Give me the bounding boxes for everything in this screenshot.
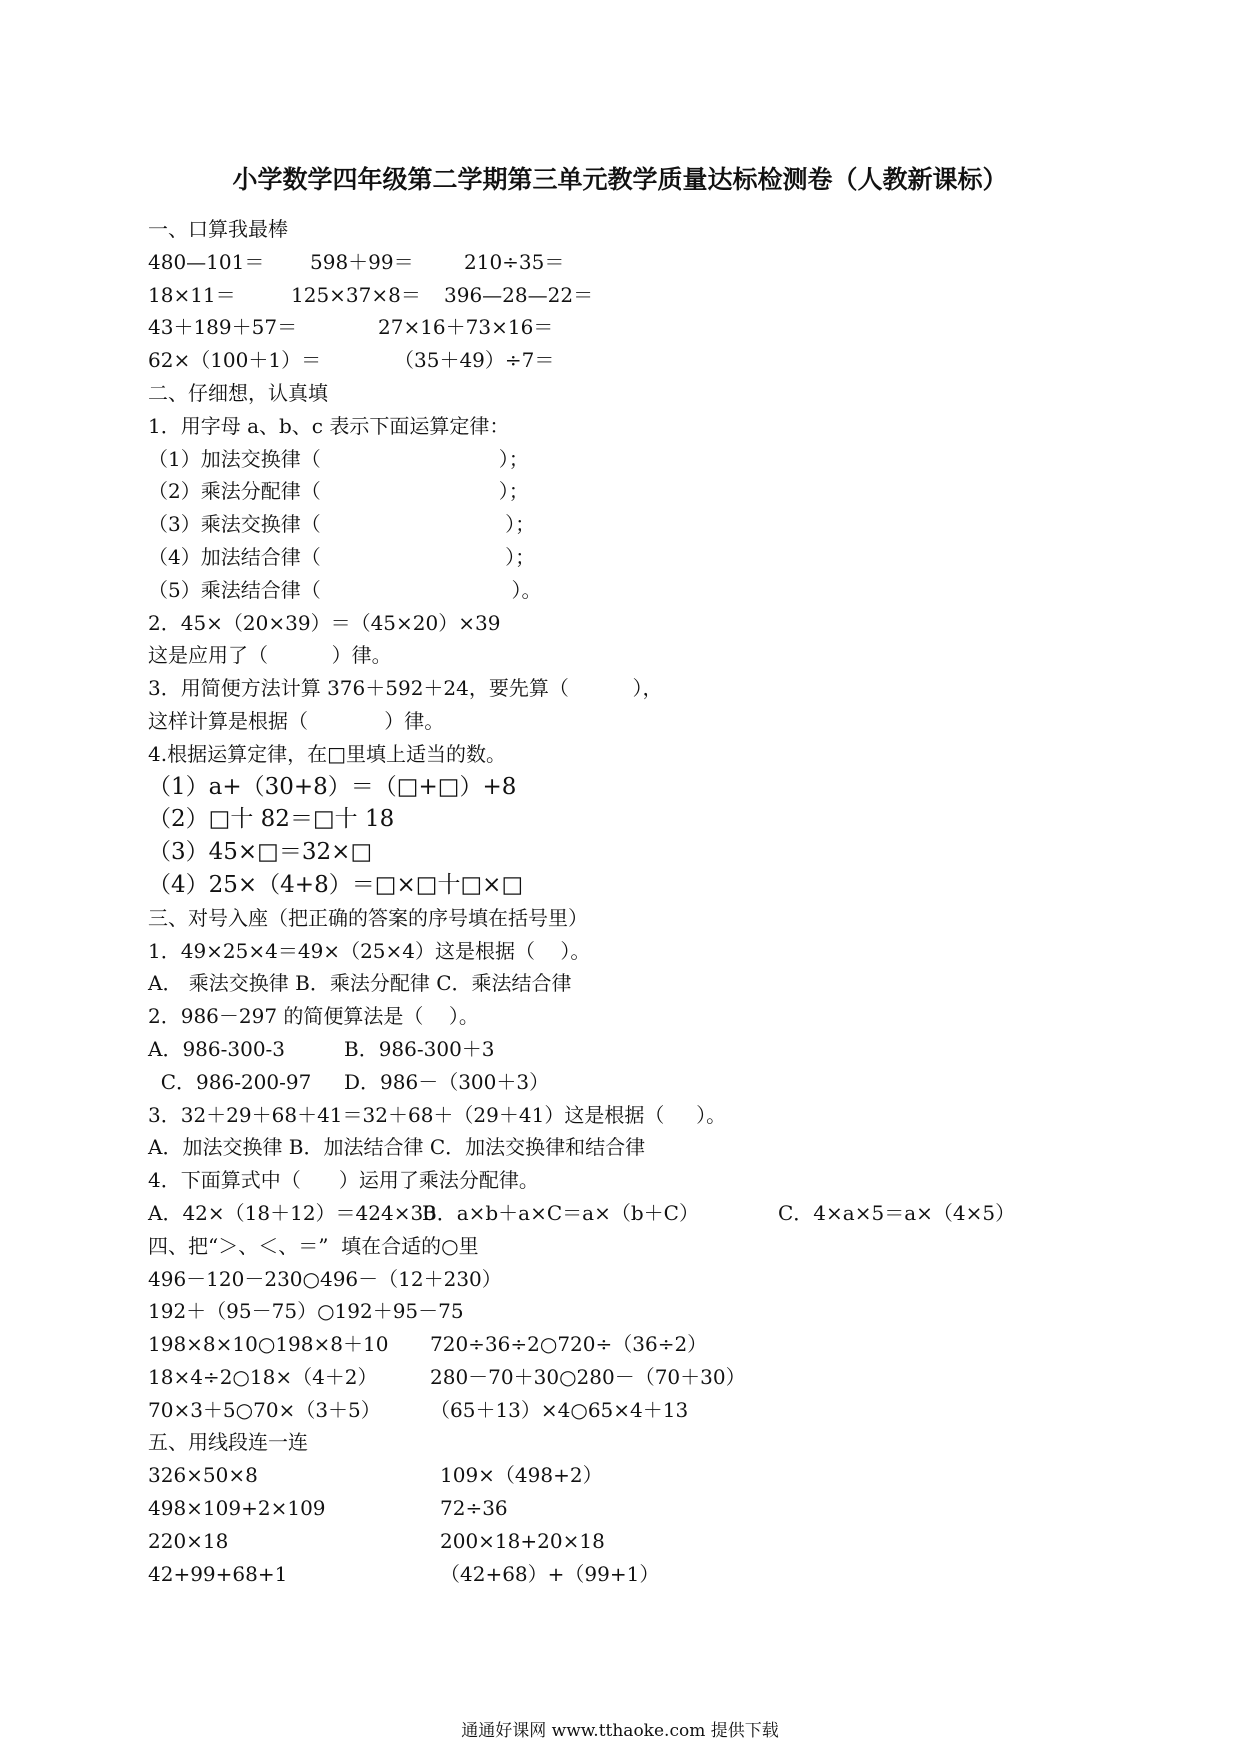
- text-segment: （4）加法结合律（ ）；: [148, 544, 536, 569]
- text-segment: 2．986－297 的简便算法是（ ）。: [148, 1004, 479, 1029]
- text-segment: A．加法交换律 B．加法结合律 C．加法交换律和结合律: [148, 1135, 646, 1160]
- text-line: [148, 1558, 1148, 1591]
- text-segment: B．986-300＋3: [344, 1036, 495, 1061]
- text-line: [148, 705, 1148, 738]
- text-segment: （2）乘法分配律（ ）；: [148, 479, 529, 504]
- text-segment: 598＋99＝: [310, 249, 414, 274]
- text-segment: 125×37×8＝: [291, 282, 421, 307]
- text-segment: （42+68）+（99+1）: [440, 1561, 660, 1586]
- text-line: [148, 803, 1148, 836]
- text-segment: 3．32＋29＋68＋41＝32＋68＋（29＋41）这是根据（ ）。: [148, 1102, 727, 1127]
- text-segment: 4.根据运算定律，在□里填上适当的数。: [148, 741, 506, 766]
- text-segment: （1）a+（30+8）＝（□+□）+8: [148, 773, 517, 800]
- text-line: [148, 377, 1148, 410]
- text-line: [148, 738, 1148, 771]
- text-segment: 480—101＝: [148, 249, 265, 274]
- text-segment: 18×4÷2○18×（4＋2）: [148, 1364, 378, 1389]
- text-line: [148, 902, 1148, 935]
- text-line: [148, 541, 1148, 574]
- worksheet-content: [148, 213, 1148, 1590]
- text-segment: 1．用字母 a、b、c 表示下面运算定律：: [148, 413, 510, 438]
- text-segment: 3．用简便方法计算 376＋592＋24，要先算（ ），: [148, 676, 663, 701]
- text-line: [148, 607, 1148, 640]
- text-segment: 70×3＋5○70×（3＋5）: [148, 1397, 381, 1422]
- text-segment: C．986-200-97: [148, 1069, 312, 1094]
- text-line: [148, 639, 1148, 672]
- text-line: [148, 1033, 1148, 1066]
- text-segment: A．986-300-3: [148, 1036, 286, 1061]
- text-line: [148, 475, 1148, 508]
- text-line: [148, 869, 1148, 902]
- text-segment: 72÷36: [440, 1496, 508, 1521]
- text-segment: A．42×（18＋12）＝424×30: [148, 1200, 436, 1225]
- text-segment: （3）乘法交换律（ ）；: [148, 512, 536, 537]
- text-segment: 这是应用了（ ）律。: [148, 643, 392, 668]
- text-line: [148, 1099, 1148, 1132]
- text-line: [148, 1197, 1148, 1230]
- text-segment: 三、对号入座（把正确的答案的序号填在括号里）: [148, 905, 588, 930]
- text-segment: （5）乘法结合律（ ）。: [148, 577, 542, 602]
- text-segment: A． 乘法交换律 B．乘法分配律 C．乘法结合律: [148, 971, 572, 996]
- text-line: [148, 1394, 1148, 1427]
- text-segment: （2）□十 82＝□十 18: [148, 806, 395, 833]
- text-segment: （35＋49）÷7＝: [394, 348, 555, 373]
- text-segment: 一、口算我最棒: [148, 217, 288, 241]
- text-line: [148, 410, 1148, 443]
- text-segment: （3）45×□＝32×□: [148, 839, 373, 866]
- text-segment: 二、仔细想，认真填: [148, 380, 328, 405]
- text-segment: 280－70＋30○280－（70＋30）: [430, 1364, 746, 1389]
- text-line: [148, 213, 1148, 246]
- text-line: [148, 1459, 1148, 1492]
- text-segment: D．986－（300＋3）: [344, 1069, 550, 1094]
- text-line: [148, 771, 1148, 804]
- text-segment: 四、把“＞、＜、＝” 填在合适的○里: [148, 1233, 479, 1258]
- text-segment: 2．45×（20×39）＝（45×20）×39: [148, 610, 501, 635]
- text-segment: 326×50×8: [148, 1463, 258, 1488]
- text-segment: 220×18: [148, 1528, 229, 1553]
- text-segment: 396—28—22＝: [444, 282, 594, 307]
- text-line: [148, 967, 1148, 1000]
- text-line: [148, 311, 1148, 344]
- text-line: [148, 1328, 1148, 1361]
- text-segment: 这样计算是根据（ ）律。: [148, 708, 445, 733]
- text-segment: 43＋189＋57＝: [148, 315, 298, 340]
- text-line: [148, 1164, 1148, 1197]
- text-segment: 42+99+68+1: [148, 1561, 288, 1586]
- text-segment: 198×8×10○198×8＋10: [148, 1332, 389, 1357]
- text-line: [148, 508, 1148, 541]
- text-line: [148, 1492, 1148, 1525]
- text-line: [148, 344, 1148, 377]
- text-line: [148, 443, 1148, 476]
- text-line: [148, 1361, 1148, 1394]
- text-segment: 27×16＋73×16＝: [378, 315, 554, 340]
- text-line: [148, 935, 1148, 968]
- text-segment: 62×（100＋1）＝: [148, 348, 322, 373]
- text-segment: 五、用线段连一连: [148, 1430, 308, 1455]
- text-segment: 18×11＝: [148, 282, 236, 307]
- text-line: [148, 836, 1148, 869]
- text-line: [148, 279, 1148, 312]
- text-line: [148, 1230, 1148, 1263]
- text-segment: 109×（498+2）: [440, 1463, 603, 1488]
- text-line: [148, 1000, 1148, 1033]
- text-segment: 496－120－230○496－（12＋230）: [148, 1266, 502, 1291]
- text-line: [148, 246, 1148, 279]
- text-line: [148, 574, 1148, 607]
- text-segment: 720÷36÷2○720÷（36÷2）: [430, 1332, 708, 1357]
- text-segment: C．4×a×5＝a×（4×5）: [778, 1200, 1016, 1225]
- text-segment: 1．49×25×4＝49×（25×4）这是根据（ ）。: [148, 938, 591, 963]
- text-segment: 498×109+2×109: [148, 1496, 326, 1521]
- page-title: 小学数学四年级第二学期第三单元教学质量达标检测卷（人教新课标）: [232, 165, 1008, 194]
- text-segment: （4）25×（4+8）＝□×□十□×□: [148, 871, 524, 898]
- text-line: [148, 1263, 1148, 1296]
- text-segment: B．a×b＋a×C＝a×（b＋C）: [422, 1200, 699, 1225]
- text-segment: （65＋13）×4○65×4＋13: [430, 1397, 689, 1422]
- text-line: [148, 1426, 1148, 1459]
- text-segment: 192＋（95－75）○192＋95－75: [148, 1299, 464, 1324]
- text-line: [148, 672, 1148, 705]
- text-line: [148, 1066, 1148, 1099]
- text-line: [148, 1525, 1148, 1558]
- text-line: [148, 1295, 1148, 1328]
- text-segment: 4．下面算式中（ ）运用了乘法分配律。: [148, 1168, 539, 1193]
- text-line: [148, 1131, 1148, 1164]
- text-segment: （1）加法交换律（ ）；: [148, 446, 529, 471]
- footer-text: 通通好课网 www.tthaoke.com 提供下载: [461, 1721, 779, 1741]
- text-segment: 200×18+20×18: [440, 1528, 605, 1553]
- text-segment: 210÷35＝: [464, 249, 565, 274]
